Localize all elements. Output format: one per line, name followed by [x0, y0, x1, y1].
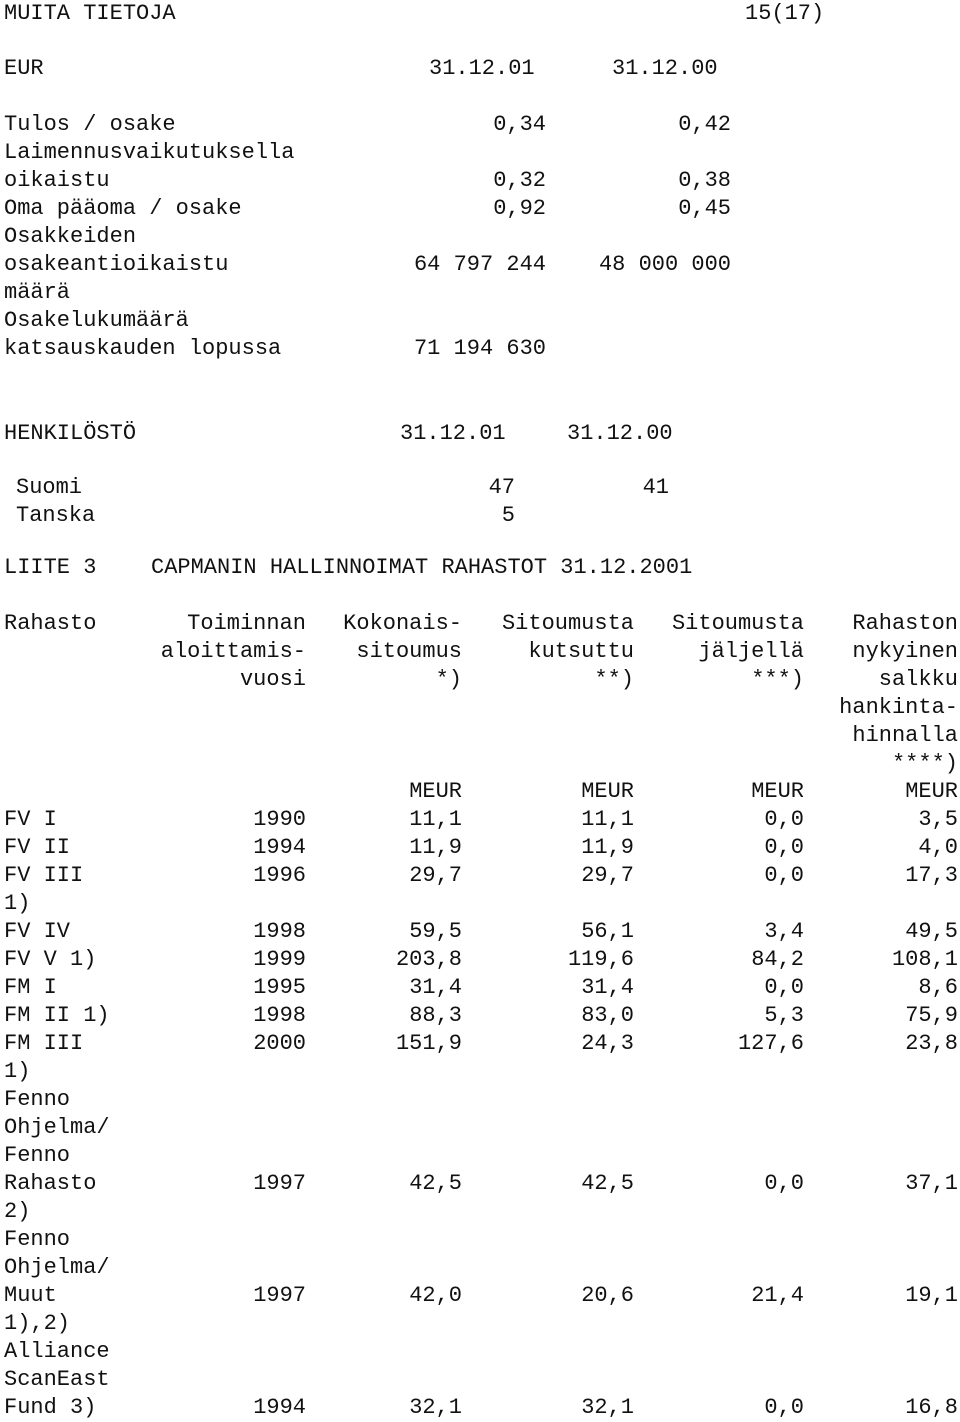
- table-cell: 151,9: [395, 1031, 462, 1056]
- table-cell: 56,1: [581, 919, 634, 944]
- column-header: hinnalla: [852, 723, 958, 748]
- table-cell: 29,7: [581, 863, 634, 888]
- kpi-row-label: oikaistu: [4, 168, 110, 193]
- fund-name: FM III: [4, 1031, 84, 1056]
- table-cell: 32,1: [409, 1395, 462, 1420]
- column-header: kutsuttu: [528, 639, 634, 664]
- table-cell: 75,9: [905, 1003, 958, 1028]
- fund-name: Rahasto: [4, 1171, 97, 1196]
- column-unit: MEUR: [581, 779, 634, 804]
- kpi-date-previous: 31.12.00: [612, 56, 718, 81]
- column-header: nykyinen: [852, 639, 958, 664]
- staff-date-previous: 31.12.00: [567, 421, 673, 446]
- fund-name: Fenno: [4, 1087, 71, 1112]
- column-header: aloittamis-: [160, 639, 306, 664]
- table-cell: 1998: [253, 919, 306, 944]
- fund-name: Fenno: [4, 1227, 71, 1252]
- table-cell: 0,0: [764, 863, 804, 888]
- column-header: Sitoumusta: [501, 611, 634, 636]
- kpi-value-previous: 0,38: [678, 168, 731, 193]
- column-header: Rahaston: [852, 611, 958, 636]
- table-cell: 1996: [253, 863, 306, 888]
- table-cell: 16,8: [905, 1395, 958, 1420]
- fund-name: Ohjelma/: [4, 1255, 110, 1280]
- appendix-title: CAPMANIN HALLINNOIMAT RAHASTOT 31.12.2001: [151, 555, 693, 580]
- table-cell: 0,0: [764, 835, 804, 860]
- fund-name: FV III: [4, 863, 84, 888]
- table-cell: 11,1: [409, 807, 462, 832]
- table-cell: 20,6: [581, 1283, 634, 1308]
- page-number: 15(17): [745, 1, 825, 26]
- kpi-value-previous: 0,45: [678, 196, 731, 221]
- table-cell: 1997: [253, 1283, 306, 1308]
- kpi-value-current: 0,34: [493, 112, 546, 137]
- kpi-row-label: Tulos / osake: [4, 112, 176, 137]
- table-cell: 3,4: [764, 919, 804, 944]
- table-cell: 1990: [253, 807, 306, 832]
- table-cell: 0,0: [764, 975, 804, 1000]
- table-cell: 19,1: [905, 1283, 958, 1308]
- kpi-value-previous: 48 000 000: [598, 252, 731, 277]
- table-cell: 11,9: [581, 835, 634, 860]
- table-cell: 24,3: [581, 1031, 634, 1056]
- column-unit: MEUR: [409, 779, 462, 804]
- column-header-fund: Rahasto: [4, 611, 97, 636]
- column-header: Kokonais-: [343, 611, 462, 636]
- staff-value-current: 47: [488, 475, 515, 500]
- column-header: jäljellä: [698, 639, 804, 664]
- fund-name: FV IV: [4, 919, 71, 944]
- table-cell: 119,6: [567, 947, 634, 972]
- currency-label: EUR: [4, 56, 44, 81]
- fund-name: FM I: [4, 975, 57, 1000]
- table-cell: 59,5: [409, 919, 462, 944]
- table-cell: 1997: [253, 1171, 306, 1196]
- column-header: vuosi: [239, 667, 306, 692]
- column-header: salkku: [878, 667, 958, 692]
- staff-value-current: 5: [501, 503, 515, 528]
- table-cell: 23,8: [905, 1031, 958, 1056]
- kpi-value-current: 64 797 244: [413, 252, 546, 277]
- table-cell: 42,0: [409, 1283, 462, 1308]
- kpi-row-label: Osakelukumäärä: [4, 308, 189, 333]
- table-cell: 42,5: [409, 1171, 462, 1196]
- staff-title: HENKILÖSTÖ: [4, 421, 137, 446]
- table-cell: 1994: [253, 835, 306, 860]
- fund-name: FV II: [4, 835, 71, 860]
- table-cell: 0,0: [764, 1171, 804, 1196]
- column-header: ****): [891, 751, 958, 776]
- table-cell: 203,8: [395, 947, 462, 972]
- table-cell: 42,5: [581, 1171, 634, 1196]
- staff-row-label: Suomi: [16, 475, 83, 500]
- fund-name: FV V 1): [4, 947, 97, 972]
- table-cell: 108,1: [891, 947, 958, 972]
- fund-name: ScanEast: [4, 1367, 110, 1392]
- kpi-row-label: katsauskauden lopussa: [4, 336, 282, 361]
- fund-name: Fenno: [4, 1143, 71, 1168]
- appendix-label: LIITE 3: [4, 555, 97, 580]
- table-cell: 83,0: [581, 1003, 634, 1028]
- kpi-value-previous: 0,42: [678, 112, 731, 137]
- table-cell: 1998: [253, 1003, 306, 1028]
- fund-name: Alliance: [4, 1339, 110, 1364]
- table-cell: 11,1: [581, 807, 634, 832]
- table-cell: 29,7: [409, 863, 462, 888]
- table-cell: 11,9: [409, 835, 462, 860]
- table-cell: 8,6: [918, 975, 958, 1000]
- table-cell: 84,2: [751, 947, 804, 972]
- table-cell: 37,1: [905, 1171, 958, 1196]
- column-header: Sitoumusta: [671, 611, 804, 636]
- kpi-value-current: 0,32: [493, 168, 546, 193]
- table-cell: 17,3: [905, 863, 958, 888]
- table-cell: 1999: [253, 947, 306, 972]
- table-cell: 127,6: [737, 1031, 804, 1056]
- fund-name: 1),2): [4, 1311, 71, 1336]
- table-cell: 5,3: [764, 1003, 804, 1028]
- table-cell: 31,4: [409, 975, 462, 1000]
- table-cell: 3,5: [918, 807, 958, 832]
- fund-name: 2): [4, 1199, 31, 1224]
- table-cell: 0,0: [764, 1395, 804, 1420]
- table-cell: 1995: [253, 975, 306, 1000]
- fund-name: 1): [4, 891, 31, 916]
- kpi-value-current: 0,92: [493, 196, 546, 221]
- table-cell: 21,4: [751, 1283, 804, 1308]
- column-unit: MEUR: [905, 779, 958, 804]
- staff-value-previous: 41: [642, 475, 669, 500]
- kpi-date-current: 31.12.01: [429, 56, 535, 81]
- column-header: sitoumus: [356, 639, 462, 664]
- table-cell: 1994: [253, 1395, 306, 1420]
- staff-row-label: Tanska: [16, 503, 96, 528]
- fund-name: FV I: [4, 807, 57, 832]
- fund-name: Ohjelma/: [4, 1115, 110, 1140]
- column-header: Toiminnan: [187, 611, 306, 636]
- table-cell: 4,0: [918, 835, 958, 860]
- table-cell: 88,3: [409, 1003, 462, 1028]
- kpi-row-label: määrä: [4, 280, 71, 305]
- fund-name: Fund 3): [4, 1395, 97, 1420]
- table-cell: 0,0: [764, 807, 804, 832]
- kpi-row-label: Laimennusvaikutuksella: [4, 140, 295, 165]
- kpi-row-label: osakeantioikaistu: [4, 252, 229, 277]
- fund-name: FM II 1): [4, 1003, 110, 1028]
- kpi-value-current: 71 194 630: [413, 336, 546, 361]
- staff-date-current: 31.12.01: [400, 421, 506, 446]
- column-unit: MEUR: [751, 779, 804, 804]
- column-header: **): [594, 667, 634, 692]
- page-title: MUITA TIETOJA: [4, 1, 176, 26]
- kpi-row-label: Oma pääoma / osake: [4, 196, 242, 221]
- fund-name: 1): [4, 1059, 31, 1084]
- table-cell: 2000: [253, 1031, 306, 1056]
- table-cell: 31,4: [581, 975, 634, 1000]
- table-cell: 32,1: [581, 1395, 634, 1420]
- column-header: hankinta-: [839, 695, 958, 720]
- column-header: *): [435, 667, 462, 692]
- fund-name: Muut: [4, 1283, 57, 1308]
- column-header: ***): [751, 667, 804, 692]
- table-cell: 49,5: [905, 919, 958, 944]
- kpi-row-label: Osakkeiden: [4, 224, 137, 249]
